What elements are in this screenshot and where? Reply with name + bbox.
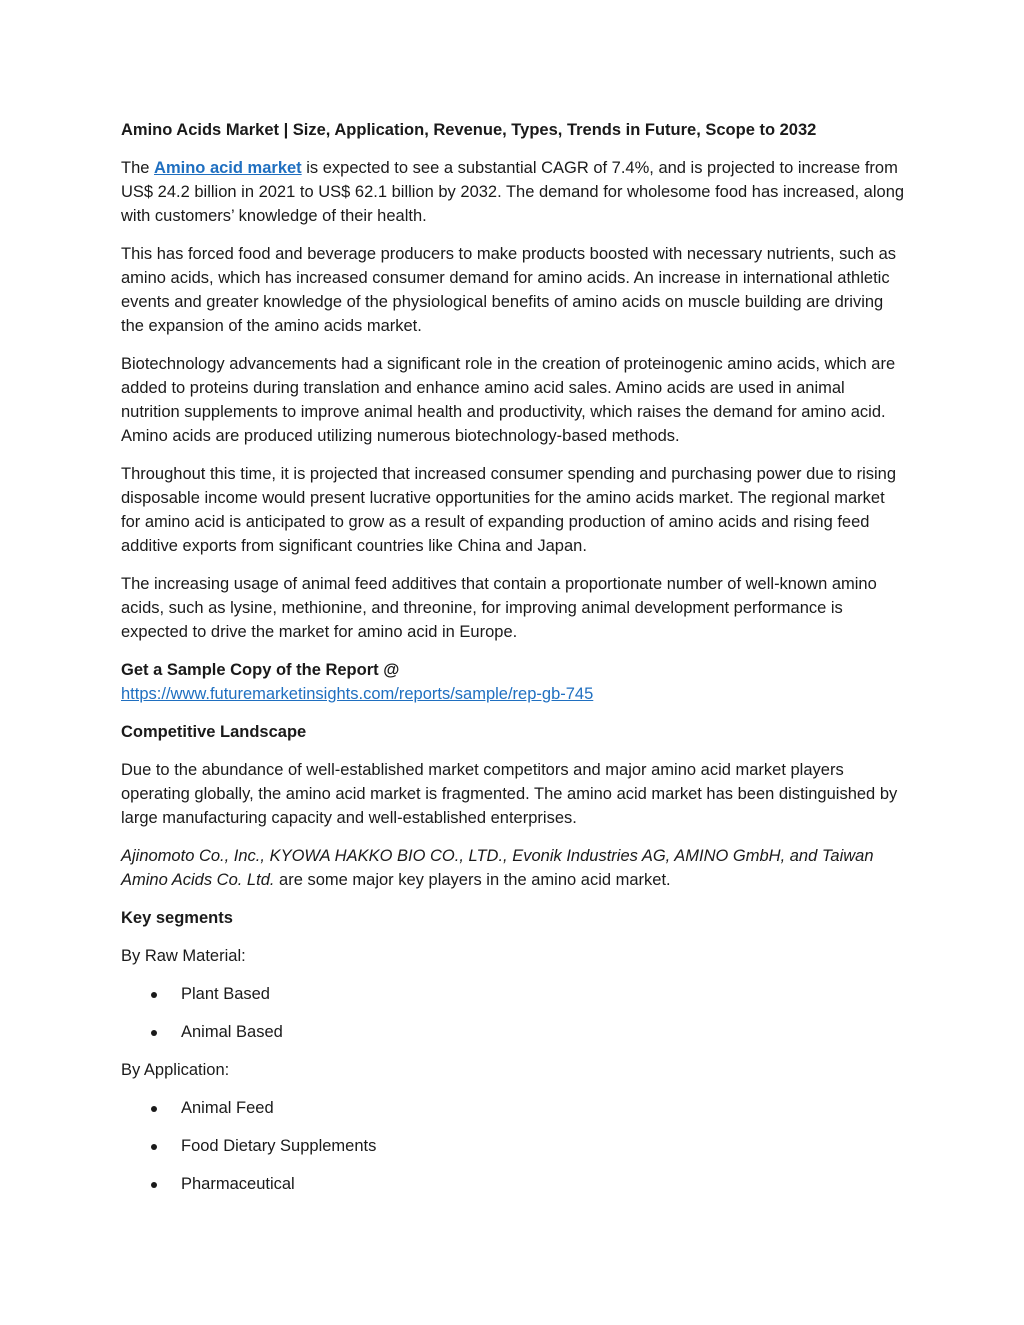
key-players-rest: are some major key players in the amino acid market. <box>274 871 671 889</box>
application-label: By Application: <box>121 1061 230 1079</box>
bullet-icon <box>151 1144 157 1150</box>
list-item-label: Plant Based <box>181 985 270 1003</box>
list-item-label: Animal Feed <box>181 1099 274 1117</box>
key-players-paragraph <box>121 844 907 892</box>
document-title: Amino Acids Market | Size, Application, Revenue, Types, Trends in Future, Scope to 2032 <box>121 121 817 139</box>
list-item <box>121 1096 907 1120</box>
raw-material-label: By Raw Material: <box>121 947 246 965</box>
list-item-label: Animal Based <box>181 1023 283 1041</box>
competitive-landscape-heading: Competitive Landscape <box>121 723 307 741</box>
document-page <box>121 118 907 1210</box>
intro-body-text: is expected to see a substantial CAGR of 7.4%, and is projected to increase from US$ 24.2 billion in 2021 to US$ 62.1 billion by 2032. The demand for wholesome food has increased, along with customers’ knowledge of their health. <box>121 159 905 225</box>
key-segments-heading: Key segments <box>121 909 233 927</box>
bullet-icon <box>151 992 157 998</box>
paragraph-consumer-spending: Throughout this time, it is projected that increased consumer spending and purchasing power due to rising disposable income would present lucrative opportunities for the amino acids market. The regional market for amino acid is anticipated to grow as a result of expanding production of amino acids and rising feed additive exports from significant countries like China and Japan. <box>121 465 897 555</box>
sample-copy-label: Get a Sample Copy of the Report @ <box>121 661 400 679</box>
paragraph-biotechnology: Biotechnology advancements had a significant role in the creation of proteinogenic amino acids, which are added to proteins during translation and enhance amino acid sales. Amino acids are used in animal nutrition supplements to improve animal health and productivity, which raises the demand for amino acid. Amino acids are produced utilizing numerous biotechnology-based methods. <box>121 355 896 445</box>
intro-paragraph <box>121 156 907 228</box>
application-list <box>121 1096 907 1196</box>
list-item-label: Pharmaceutical <box>181 1175 295 1193</box>
sample-copy-link[interactable]: https://www.futuremarketinsights.com/reports/sample/rep-gb-745 <box>121 685 594 703</box>
list-item <box>121 1020 907 1044</box>
paragraph-nutrients: This has forced food and beverage producers to make products boosted with necessary nutrients, such as amino acids, which has increased consumer demand for amino acids. An increase in international athletic events and greater knowledge of the physiological benefits of amino acids on muscle building are driving the expansion of the amino acids market. <box>121 245 897 335</box>
raw-material-list <box>121 982 907 1044</box>
paragraph-feed-additives: The increasing usage of animal feed additives that contain a proportionate number of well-known amino acids, such as lysine, methionine, and threonine, for improving animal development performance is expected to drive the market for amino acid in Europe. <box>121 575 877 641</box>
amino-acid-market-link[interactable]: Amino acid market <box>154 159 302 177</box>
list-item <box>121 1172 907 1196</box>
sample-copy-block <box>121 658 907 706</box>
list-item <box>121 1134 907 1158</box>
key-players-names: Ajinomoto Co., Inc., KYOWA HAKKO BIO CO., LTD., Evonik Industries AG, AMINO GmbH, and Taiwan Amino Acids Co. Ltd. <box>121 847 874 889</box>
bullet-icon <box>151 1182 157 1188</box>
list-item-label: Food Dietary Supplements <box>181 1137 377 1155</box>
intro-lead-text: The <box>121 159 155 177</box>
bullet-icon <box>151 1106 157 1112</box>
list-item <box>121 982 907 1006</box>
competitive-paragraph: Due to the abundance of well-established market competitors and major amino acid market players operating globally, the amino acid market is fragmented. The amino acid market has been distinguished by large manufacturing capacity and well-established enterprises. <box>121 761 898 827</box>
bullet-icon <box>151 1030 157 1036</box>
